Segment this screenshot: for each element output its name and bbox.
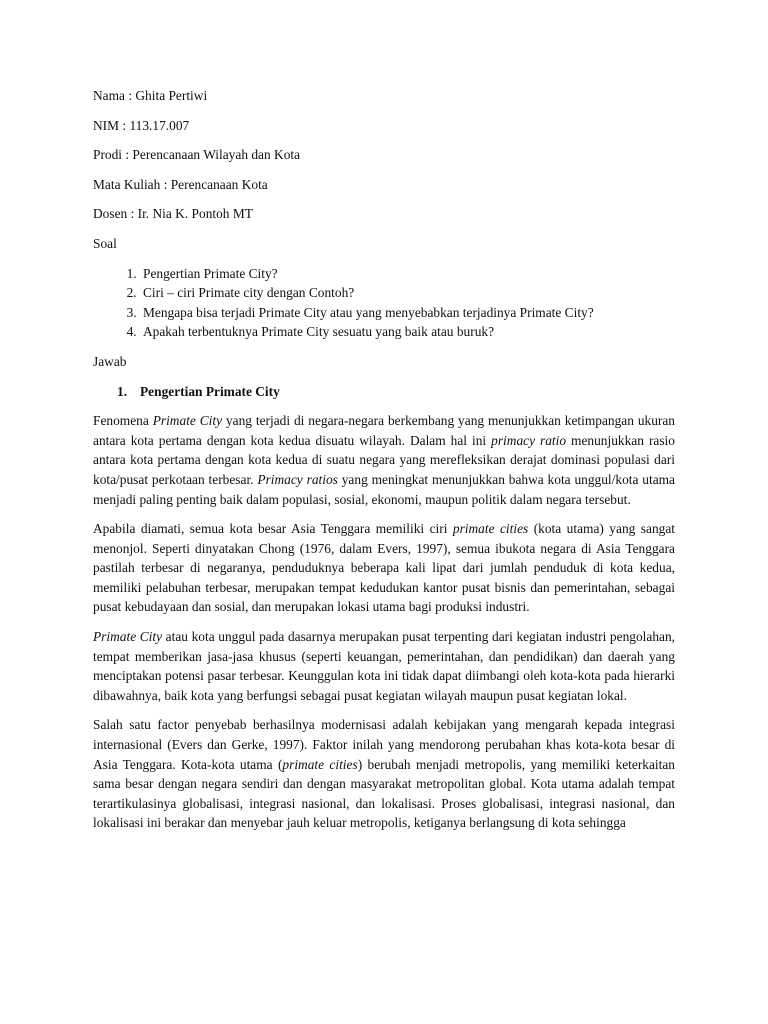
italic-term: primacy ratio	[491, 432, 567, 448]
text-run: Apabila diamati, semua kota besar Asia Tenggara memiliki ciri	[93, 521, 453, 537]
text-run: Salah satu factor penyebab berhasilnya modernisasi adalah kebijakan yang mengarah kepada integrasi internasional (Evers dan Gerke, 1997). Faktor inilah yang mendorong perubahan khas kota-kota besar di Asia Tenggara. Kota-kota utama (	[93, 717, 675, 772]
jawab-label: Jawab	[93, 353, 127, 369]
dosen-line: Dosen : Ir. Nia K. Pontoh MT	[93, 206, 253, 222]
section-title: Pengertian Primate City	[140, 383, 280, 399]
italic-term: Primacy ratios	[257, 471, 338, 487]
italic-term: primate cities	[282, 756, 358, 772]
question-list	[93, 264, 675, 342]
text-run: menunjukkan rasio antara kota pertama dengan kota kedua di suatu negara yang merefleksikan derajat dominasi populasi dari kota/pusat perkotaan terbesar.	[93, 432, 675, 487]
student-info	[93, 86, 675, 254]
text-run: (kota utama) yang sangat menonjol. Seperti dinyatakan Chong (1976, dalam Evers, 1997), semua ibukota negara di Asia Tenggara pastilah terbesar di negaranya, penduduknya beberapa kali lipat dari jumlah penduduk di kota kedua, memiliki pelabuhan terbesar, merupakan tempat kedudukan kantor pusat bisnis dan pemerintahan, sebagai pusat kebudayaan dan sosial, dan merupakan lokasi utama bagi produksi industri.	[93, 521, 675, 615]
section-heading	[93, 382, 675, 402]
section-number: 1.	[117, 383, 128, 399]
mata-kuliah-line: Mata Kuliah : Perencanaan Kota	[93, 176, 268, 192]
italic-term: Primate City	[93, 629, 163, 645]
nama-line: Nama : Ghita Pertiwi	[93, 88, 208, 103]
question-item: 2. Ciri – ciri Primate city dengan Contoh?	[140, 283, 675, 303]
text-run: yang terjadi di negara-negara berkembang yang menunjukkan ketimpangan ukuran antara kota pertama dengan kota kedua disuatu wilayah. Dalam hal ini	[93, 413, 675, 448]
text-run: ) berubah menjadi metropolis, yang memiliki keterkaitan sama besar dengan negara sendiri dan dengan masyarakat metropolitan global. Kota utama adalah tempat terartikulasinya globalisasi, integrasi nasional, dan lokalisasi. Proses globalisasi, integrasi nasional, dan lokalisasi ini berakar dan menyebar jauh keluar metropolis, ketiganya berlangsung di kota sehingga	[93, 756, 676, 831]
italic-term: primate cities	[452, 521, 529, 537]
question-item: 4. Apakah terbentuknya Primate City sesuatu yang baik atau buruk?	[140, 322, 675, 342]
question-item: 3. Mengapa bisa terjadi Primate City atau yang menyebabkan terjadinya Primate City?	[140, 303, 675, 323]
nim-line: NIM : 113.17.007	[93, 117, 190, 133]
document-page	[93, 86, 675, 843]
italic-term: Primate City	[152, 413, 223, 429]
text-run: atau kota unggul pada dasarnya merupakan pusat terpenting dari kegiatan industri pengolahan, tempat memberikan jasa-jasa khusus (seperti keuangan, pemerintahan, dan pendidikan) dan daerah yang menciptakan potensi pasar terbesar. Keunggulan kota ini tidak dapat diimbangi oleh kota-kota pada hierarki dibawahnya, baik kota yang berfungsi sebagai pusat kegiatan wilayah maupun pusat kegiatan lokal.	[93, 629, 676, 703]
text-run: Fenomena	[93, 413, 153, 429]
paragraph-4	[93, 715, 675, 833]
question-item: 1. Pengertian Primate City?	[140, 264, 675, 284]
paragraph-1	[93, 411, 675, 509]
paragraph-2	[93, 519, 675, 617]
paragraph-3	[93, 627, 675, 705]
text-run: yang meningkat menunjukkan bahwa kota unggul/kota utama menjadi paling penting baik dalam populasi, sosial, ekonomi, maupun politik dalam negara tersebut.	[93, 471, 676, 507]
soal-label: Soal	[93, 235, 117, 251]
prodi-line: Prodi : Perencanaan Wilayah dan Kota	[93, 147, 301, 163]
